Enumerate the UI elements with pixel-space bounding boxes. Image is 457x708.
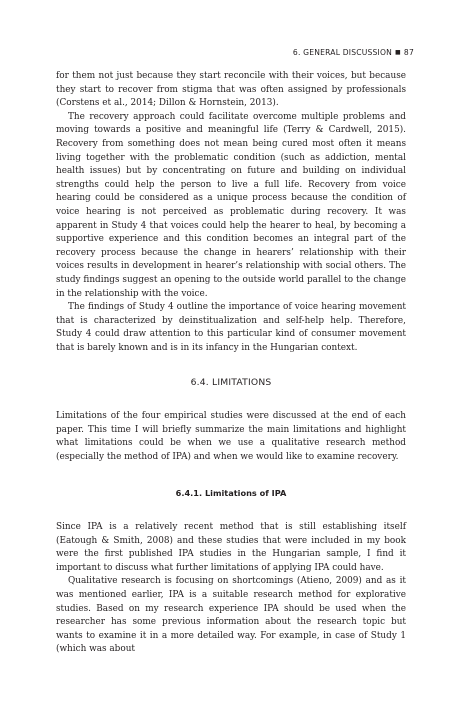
main-text (56, 70, 406, 657)
subsection-heading: 6.4.1. Limitations of IPA (175, 488, 287, 499)
paragraph-study4-findings: The findings of Study 4 outline the importance of voice hearing movement that is characterized by deinstitualization and self-help help. Therefore, Study 4 could draw attention to this particular kind of consumer movement that is barely known and is in its infancy in the Hungarian context. (56, 302, 406, 353)
section-title: 6. GENERAL DISCUSSION (292, 48, 393, 57)
paragraph-ipa-method: Since IPA is a relatively recent method that is still establishing itself (Eatough & Smith, 2008) and these studies that were included in my book were the first published IPA studies in the Hungarian sample, I find it important to discuss what further limitations of applying IPA could have. (56, 522, 406, 573)
running-header (293, 48, 414, 57)
section-heading: 6.4. LIMITATIONS (190, 377, 272, 389)
paragraph-continuation: for them not just because they start reconcile with their voices, but because they start to recover from stigma that was often assigned by professionals (Corstens et al., 2014; Dillon & Hornstein, 2013). (56, 71, 406, 109)
separator-square: ■ (395, 49, 401, 56)
paragraph-qualitative-research: Qualitative research is focusing on shortcomings (Atieno, 2009) and as it was mentioned earlier, IPA is a suitable research method for explorative studies. Based on my research experience IPA should be used when the researcher has some previous information about the research topic but wants to examine it in a more detailed way. For example, in case of Study 1 (which was about (56, 576, 406, 655)
paragraph-limitations-intro: Limitations of the four empirical studies were discussed at the end of each paper. This time I will briefly summarize the main limitations and highlight what limitations could be when we use a qualitative research method (especially the method of IPA) and when we would like to examine recovery. (56, 411, 406, 462)
paragraph-recovery-approach: The recovery approach could facilitate overcome multiple problems and moving towards a positive and meaningful life (Terry & Cardwell, 2015). Recovery from something does not mean being cured most often it means living together with the problematic condition (such as addiction, mental health issues) but by concentrating on future and building on individual strengths could help the person to live a full life. Recovery from voice hearing could be considered as a unique process because the condition of voice hearing is not perceived as problematic during recovery. It was apparent in Study 4 that voices could help the hearer to heal, by becoming a supportive experience and this condition becomes an integral part of the recovery process because the change in hearers’ relationship with their voices results in development in hearer’s relationship with social others. The study findings suggest an opening to the outside world parallel to the change in the relationship with the voice. (56, 111, 406, 299)
page-number: 87 (403, 48, 414, 57)
